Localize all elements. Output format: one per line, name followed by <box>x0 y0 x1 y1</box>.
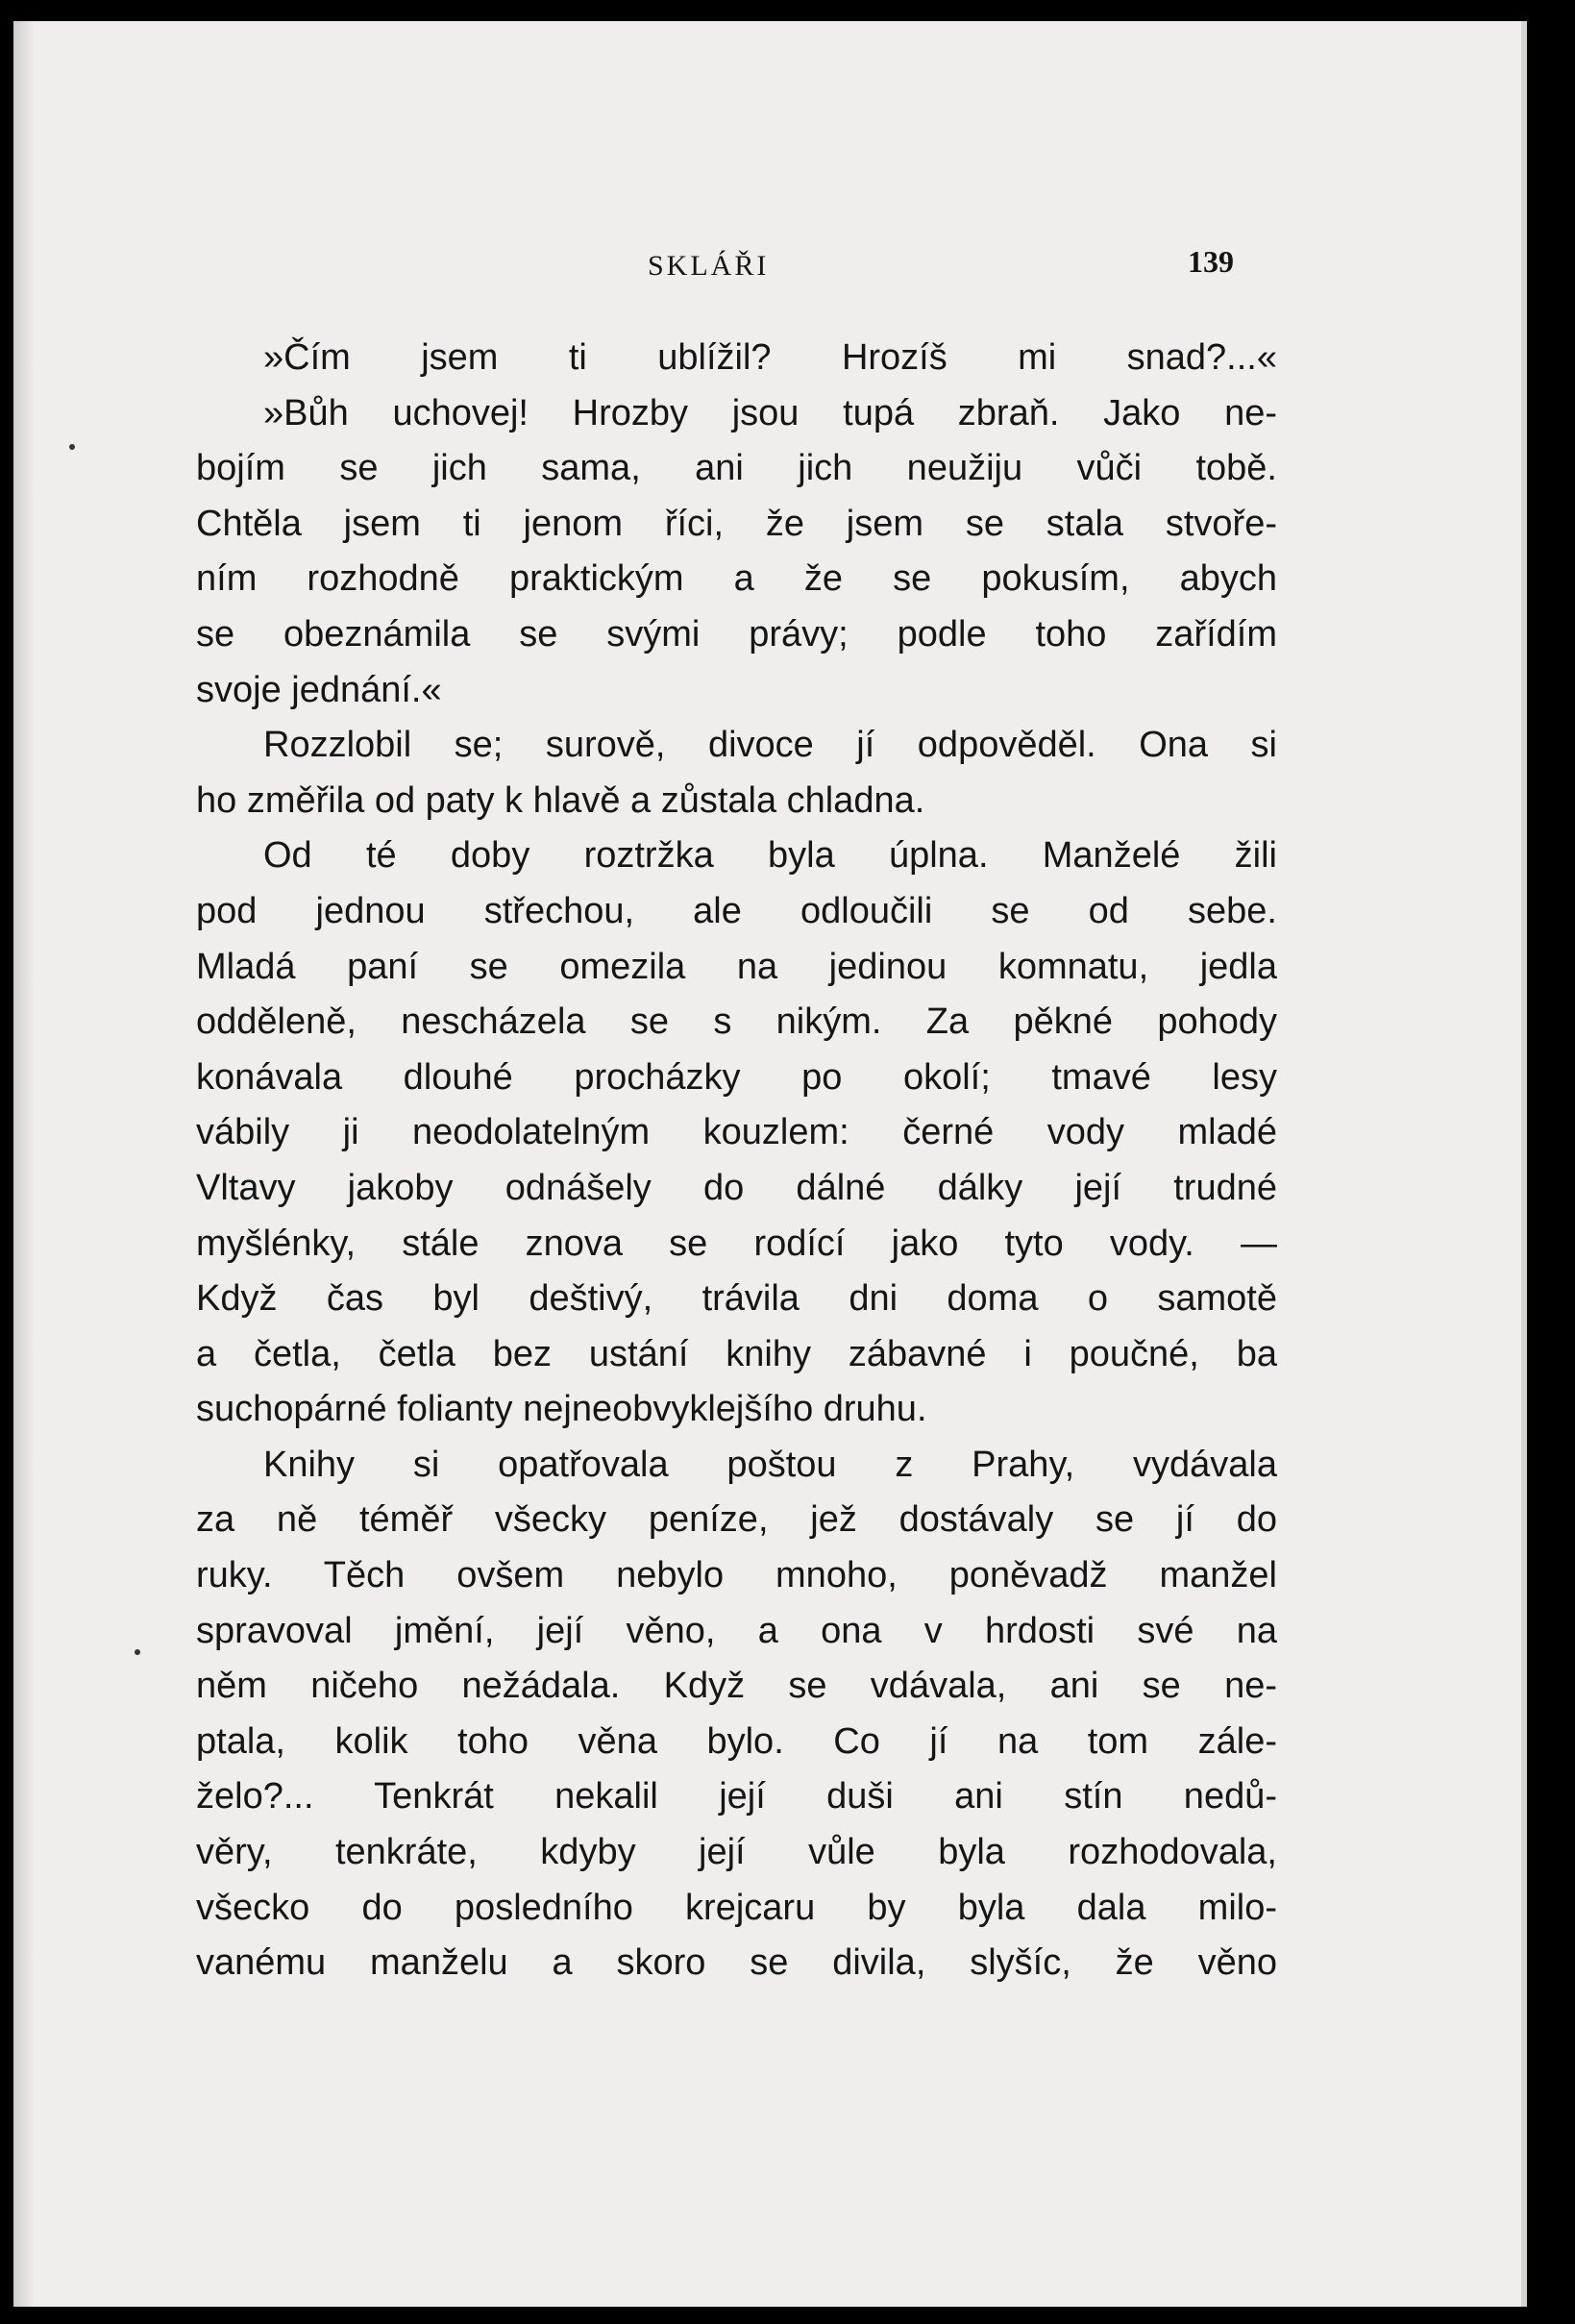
text-line: Když čas byl deštivý, trávila dni doma o samotě <box>196 1278 1277 1320</box>
text-line: Rozzlobil se; surově, divoce jí odpověděl. Ona si <box>263 725 1277 766</box>
page-number: 139 <box>1188 244 1234 279</box>
text-line: za ně téměř všecky peníze, jež dostávaly se jí do <box>196 1499 1277 1541</box>
binding-shadow <box>13 21 35 2307</box>
text-line: se obeznámila se svými právy; podle toho zařídím <box>196 613 1277 655</box>
text-line: ho změřila od paty k hlavě a zůstala chladna. <box>196 779 925 821</box>
body-text <box>196 331 1277 1991</box>
text-line: a četla, četla bez ustání knihy zábavné i poučné, ba <box>196 1333 1277 1374</box>
text-line: spravoval jmění, její věno, a ona v hrdosti své na <box>196 1610 1277 1651</box>
text-line: »Čím jsem ti ublížil? Hrozíš mi snad?...« <box>263 337 1277 378</box>
text-line: konávala dlouhé procházky po okolí; tmavé lesy <box>196 1056 1277 1098</box>
text-line: věry, tenkráte, kdyby její vůle byla rozhodovala, <box>196 1832 1277 1873</box>
text-line: ptala, kolik toho věna bylo. Co jí na tom zále- <box>196 1720 1277 1762</box>
text-line: vábily ji neodolatelným kouzlem: černé vody mladé <box>196 1112 1277 1153</box>
text-line: Od té doby roztržka byla úplna. Manželé žili <box>263 835 1277 877</box>
text-line: svoje jednání.« <box>196 669 442 710</box>
text-line: Knihy si opatřovala poštou z Prahy, vydávala <box>263 1444 1277 1485</box>
running-header: SKLÁŘI <box>648 250 770 282</box>
text-line: ním rozhodně praktickým a že se pokusím, abych <box>196 558 1277 600</box>
text-line: Vltavy jakoby odnášely do dálné dálky její trudné <box>196 1167 1277 1208</box>
text-line: myšlénky, stále znova se rodící jako tyto vody. — <box>196 1223 1277 1264</box>
text-line: ruky. Těch ovšem nebylo mnoho, poněvadž manžel <box>196 1555 1277 1596</box>
text-line: všecko do posledního krejcaru by byla dala milo- <box>196 1887 1277 1928</box>
text-line: želo?... Tenkrát nekalil její duši ani stín nedů- <box>196 1776 1277 1817</box>
paper-speck <box>135 1649 140 1655</box>
text-line: »Bůh uchovej! Hrozby jsou tupá zbraň. Jako ne- <box>263 392 1277 433</box>
text-line: vanému manželu a skoro se divila, slyšíc, že věno <box>196 1942 1277 1984</box>
text-line: odděleně, nescházela se s nikým. Za pěkné pohody <box>196 1001 1277 1043</box>
text-line: Chtěla jsem ti jenom říci, že jsem se stala stvoře- <box>196 503 1277 544</box>
paper-speck <box>69 444 75 450</box>
text-line: bojím se jich sama, ani jich neužiju vůči tobě. <box>196 448 1277 489</box>
text-line: Mladá paní se omezila na jedinou komnatu, jedla <box>196 946 1277 987</box>
text-line: něm ničeho nežádala. Když se vdávala, ani se ne- <box>196 1666 1277 1707</box>
text-line: pod jednou střechou, ale odloučili se od sebe. <box>196 890 1277 931</box>
text-line: suchopárné folianty nejneobvyklejšího druhu. <box>196 1389 927 1430</box>
book-page <box>13 21 1527 2307</box>
page-edge <box>1521 21 1527 2307</box>
